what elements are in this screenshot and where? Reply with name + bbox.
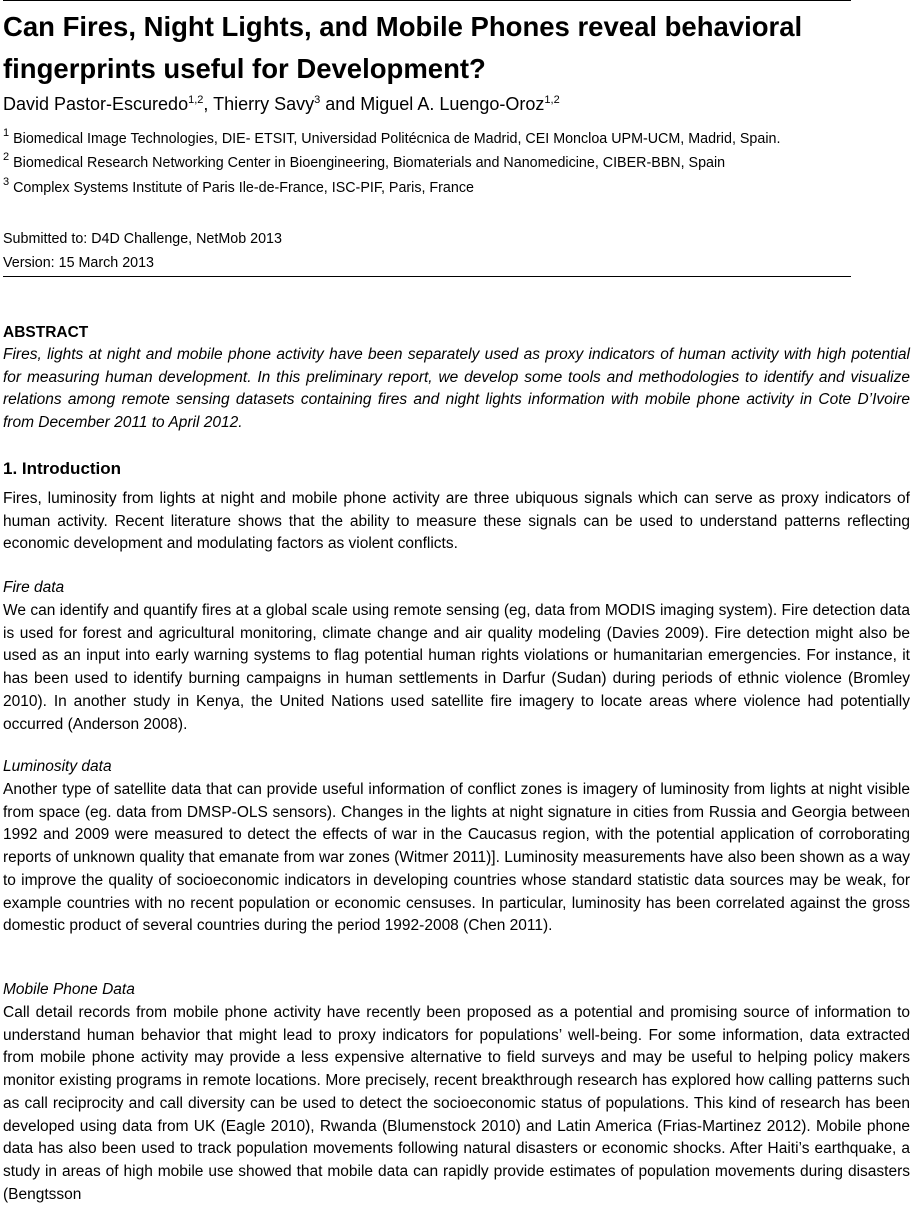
- author-name: Thierry Savy: [213, 94, 315, 114]
- affiliation-1: [3, 129, 780, 149]
- affiliation-number: 1: [3, 127, 10, 139]
- submitted-to: Submitted to: D4D Challenge, NetMob 2013: [3, 231, 282, 247]
- affiliation-2: [3, 153, 725, 173]
- fire-data-paragraph: We can identify and quantify fires at a global scale using remote sensing (eg, data from MODIS imaging system). Fire detection data is used for forest and agricultural monitoring, climate change and air quality modeling (Davies 2009). Fire detection might also be used as an input into early warning systems to flag potential human rights violations or humanitarian emergencies. For instance, it has been used to identify burning campaigns in human settlements in Darfur (Sudan) during periods of ethnic violence (Bromley 2010). In another study in Kenya, the United Nations used satellite fire imagery to locate areas where violence had potentially occurred (Anderson 2008).: [3, 602, 910, 733]
- top-rule: [3, 0, 851, 1]
- author-line: [3, 92, 560, 116]
- author-name: Miguel A. Luengo-Oroz: [360, 94, 545, 114]
- header-bottom-rule: [3, 276, 851, 277]
- affiliation-text: Biomedical Research Networking Center in Bioengineering, Biomaterials and Nanomedicine, CIBER-BBN, Spain: [13, 155, 726, 171]
- version-date: Version: 15 March 2013: [3, 255, 155, 271]
- subheading-fire-data: Fire data: [3, 579, 65, 596]
- paper-title: Can Fires, Night Lights, and Mobile Phones reveal behavioral fingerprints useful for Development?: [3, 11, 803, 84]
- luminosity-data-paragraph: Another type of satellite data that can provide useful information of conflict zones is imagery of luminosity from lights at night visible from space (eg. data from DMSP-OLS sensors). Changes in the lights at night signature in cities from Russia and Georgia between 1992 and 2009 were measured to detect the effects of war in the Caucasus region, with the potential application of corroborating reports of unknown quality that emanate from war zones (Witmer 2011)]. Luminosity measurements have also been shown as a way to improve the quality of socioeconomic indicators in developing countries whose standard statistic data sources may be weak, for example countries with no recent population or economic censuses. In particular, luminosity has been correlated against the gross domestic product of several countries during the period 1992-2008 (Chen 2011).: [3, 781, 910, 935]
- affiliation-number: 3: [3, 176, 10, 188]
- subheading-luminosity-data: Luminosity data: [3, 758, 112, 775]
- introduction-paragraph: Fires, luminosity from lights at night and mobile phone activity are three ubiquous signals which can serve as proxy indicators of human activity. Recent literature shows that the ability to measure these signals can be used to understand patterns reflecting economic development and modulating factors as violent conflicts.: [3, 490, 910, 553]
- abstract-heading: ABSTRACT: [3, 324, 89, 341]
- subheading-mobile-phone-data: Mobile Phone Data: [3, 981, 135, 998]
- author-affiliation-sup: 1,2: [188, 94, 204, 106]
- affiliation-number: 2: [3, 151, 10, 163]
- author-separator: ,: [203, 94, 214, 114]
- author-affiliation-sup: 3: [314, 94, 321, 106]
- author-separator: and: [320, 94, 361, 114]
- mobile-phone-data-paragraph: Call detail records from mobile phone activity have recently been proposed as a potential and promising source of information to understand human behavior that might lead to proxy indicators for populations’ well-being. For some information, data extracted from mobile phone activity may provide a less expensive alternative to field surveys and may be useful to helping policy makers monitor existing programs in remote locations. More precisely, recent breakthrough research has explored how calling patterns such as call reciprocity and call diversity can be used to detect the socioeconomic status of populations. This kind of research has been developed using data from UK (Eagle 2010), Rwanda (Blumenstock 2010) and Latin America (Frias-Martinez 2012). Mobile phone data has also been used to track population movements following natural disasters or economic shocks. After Haiti’s earthquake, a study in areas of high mobile use showed that mobile data can rapidly provide estimates of population movements during disasters (Bengtsson: [3, 1004, 910, 1203]
- abstract-text: Fires, lights at night and mobile phone activity have been separately used as proxy indicators of human activity with high potential for measuring human development. In this preliminary report, we develop some tools and methodologies to identify and visualize relations among remote sensing datasets containing fires and night lights information with mobile phone activity in Cote D’Ivoire from December 2011 to April 2012.: [3, 346, 910, 432]
- author-affiliation-sup: 1,2: [544, 94, 560, 106]
- affiliation-3: [3, 178, 474, 198]
- affiliation-text: Complex Systems Institute of Paris Ile-de-France, ISC-PIF, Paris, France: [13, 180, 474, 196]
- author-name: David Pastor-Escuredo: [3, 94, 189, 114]
- section-heading-introduction: 1. Introduction: [3, 459, 122, 478]
- affiliation-text: Biomedical Image Technologies, DIE- ETSIT, Universidad Politécnica de Madrid, CEI Moncloa UPM-UCM, Madrid, Spain.: [13, 131, 781, 147]
